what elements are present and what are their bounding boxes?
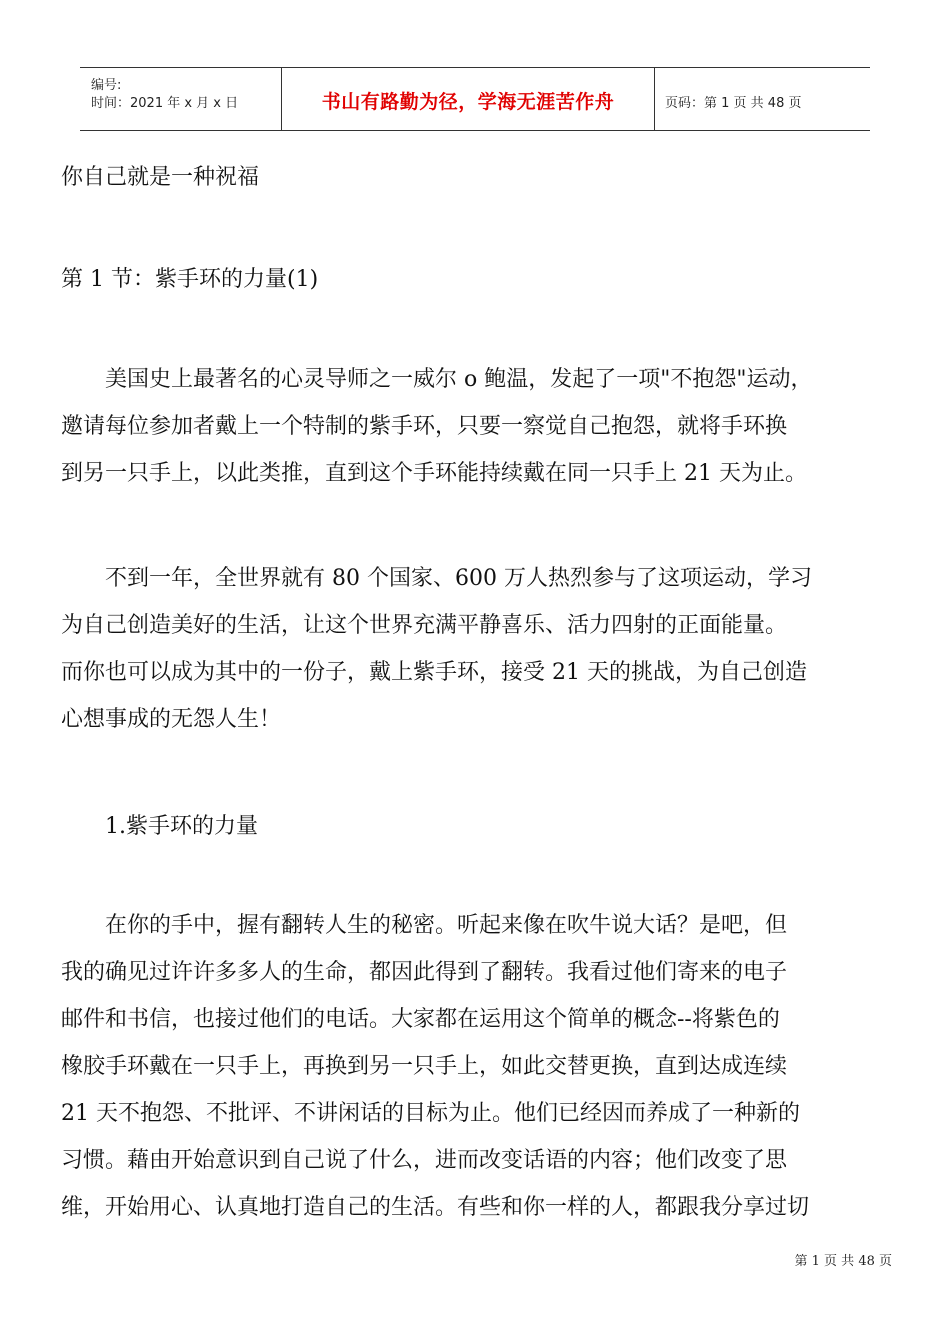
- paragraph-line: 心想事成的无怨人生！: [61, 707, 282, 732]
- header-page-code: 页码：第 1 页 共 48 页: [665, 96, 802, 111]
- paragraph-line: 我的确见过许许多多人的生命，都因此得到了翻转。我看过他们寄来的电子: [61, 960, 788, 985]
- paragraph-line: 橡胶手环戴在一只手上，再换到另一只手上，如此交替更换，直到达成连续: [61, 1054, 788, 1079]
- subheading-line: 1.紫手环的力量: [61, 814, 258, 839]
- document-title: 你自己就是一种祝福: [61, 165, 260, 190]
- document-header: [80, 67, 870, 131]
- paragraph-line: 为自己创造美好的生活，让这个世界充满平静喜乐、活力四射的正面能量。: [61, 613, 788, 638]
- header-meta-cell: [80, 68, 282, 130]
- paragraph: [61, 555, 901, 743]
- section-heading: 第 1 节：紫手环的力量(1): [61, 267, 319, 292]
- page-footer-number: 第 1 页 共 48 页: [794, 1254, 892, 1269]
- paragraph-line: 习惯。藉由开始意识到自己说了什么，进而改变话语的内容；他们改变了思: [61, 1148, 788, 1173]
- header-motto-cell: [282, 68, 655, 130]
- paragraph-line: 不到一年，全世界就有 80 个国家、600 万人热烈参与了这项运动，学习: [61, 566, 812, 591]
- subheading-paragraph: [61, 803, 901, 850]
- paragraph: [61, 356, 901, 497]
- paragraph-line: 美国史上最著名的心灵导师之一威尔 o 鲍温，发起了一项"不抱怨"运动，: [61, 367, 813, 392]
- document-number-label: 编号:: [91, 78, 122, 93]
- document-date-label: 时间：2021 年 x 月 x 日: [91, 96, 239, 111]
- paragraph-line: 到另一只手上，以此类推，直到这个手环能持续戴在同一只手上 21 天为止。: [61, 461, 807, 486]
- paragraph-line: 在你的手中，握有翻转人生的秘密。听起来像在吹牛说大话？是吧，但: [61, 913, 788, 938]
- paragraph-line: 邮件和书信，也接过他们的电话。大家都在运用这个简单的概念--将紫色的: [61, 1007, 780, 1032]
- header-page-cell: [655, 68, 870, 130]
- paragraph-line: 21 天不抱怨、不批评、不讲闲话的目标为止。他们已经因而养成了一种新的: [61, 1101, 800, 1126]
- paragraph-line: 而你也可以成为其中的一份子，戴上紫手环，接受 21 天的挑战，为自己创造: [61, 660, 807, 685]
- header-motto: 书山有路勤为径，学海无涯苦作舟: [321, 91, 615, 113]
- paragraph-line: 邀请每位参加者戴上一个特制的紫手环，只要一察觉自己抱怨，就将手环换: [61, 414, 788, 439]
- paragraph: [61, 902, 901, 1231]
- paragraph-line: 维，开始用心、认真地打造自己的生活。有些和你一样的人，都跟我分享过切: [61, 1195, 810, 1220]
